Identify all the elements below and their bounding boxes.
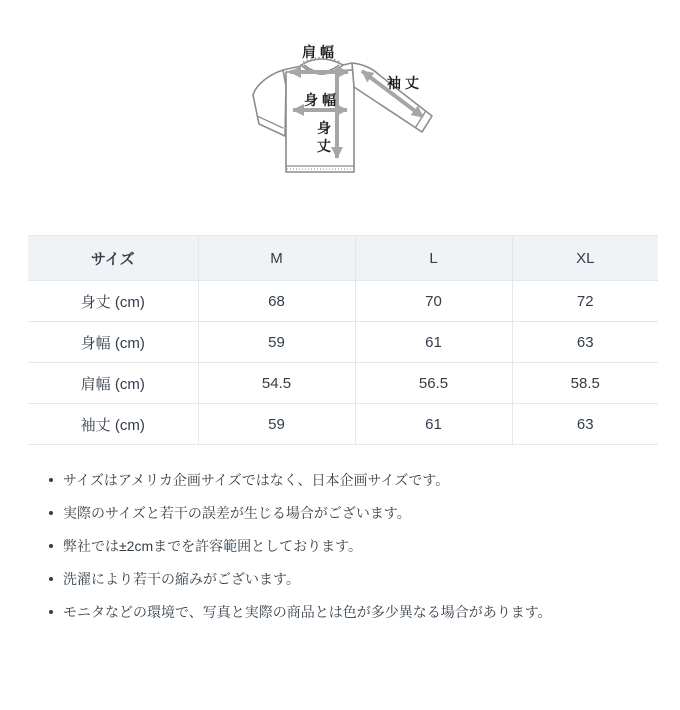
list-item [63,569,680,589]
cell-value: 68 [198,281,355,322]
size-table-header-size: サイズ [28,236,198,281]
list-item [63,470,680,490]
sleeve-length-label: 袖丈 [387,75,423,91]
cell-value: 72 [512,281,658,322]
note-text: 弊社では±2cmまでを許容範囲としております。 [63,538,363,554]
body-length-label-top: 身 [317,120,335,136]
cell-value: 61 [355,322,512,363]
tshirt-measurement-illustration [0,30,680,205]
row-label: 肩幅 (cm) [28,363,198,404]
body-width-label: 身幅 [304,92,340,108]
note-text: 洗濯により若干の縮みがございます。 [63,571,300,587]
cell-value: 59 [198,404,355,445]
list-item [63,602,680,622]
size-table [28,235,658,445]
bullet-icon [49,511,53,515]
table-row-shoulder-width [28,363,658,404]
note-text: 実際のサイズと若干の誤差が生じる場合がございます。 [63,505,411,521]
row-label: 身幅 (cm) [28,322,198,363]
size-table-header-xl: XL [512,236,658,281]
cell-value: 59 [198,322,355,363]
cell-value: 61 [355,404,512,445]
row-label: 袖丈 (cm) [28,404,198,445]
cell-value: 58.5 [512,363,658,404]
size-guide-page [0,30,680,710]
note-text: サイズはアメリカ企画サイズではなく、日本企画サイズです。 [63,472,450,488]
size-table-header-m: M [198,236,355,281]
table-row-body-width [28,322,658,363]
bullet-icon [49,577,53,581]
cell-value: 56.5 [355,363,512,404]
cell-value: 70 [355,281,512,322]
size-notes-list [0,470,680,622]
shoulder-width-label: 肩幅 [302,44,338,60]
cell-value: 63 [512,322,658,363]
bullet-icon [49,544,53,548]
table-row-body-length [28,281,658,322]
bullet-icon [49,610,53,614]
size-table-header-row [28,236,658,281]
list-item [63,503,680,523]
note-text: モニタなどの環境で、写真と実際の商品とは色が多少異なる場合があります。 [63,604,552,620]
bullet-icon [49,478,53,482]
list-item [63,536,680,556]
measurement-diagram [0,30,680,205]
row-label: 身丈 (cm) [28,281,198,322]
cell-value: 54.5 [198,363,355,404]
cell-value: 63 [512,404,658,445]
body-length-label-bottom: 丈 [317,138,335,154]
size-table-header-l: L [355,236,512,281]
table-row-sleeve-length [28,404,658,445]
